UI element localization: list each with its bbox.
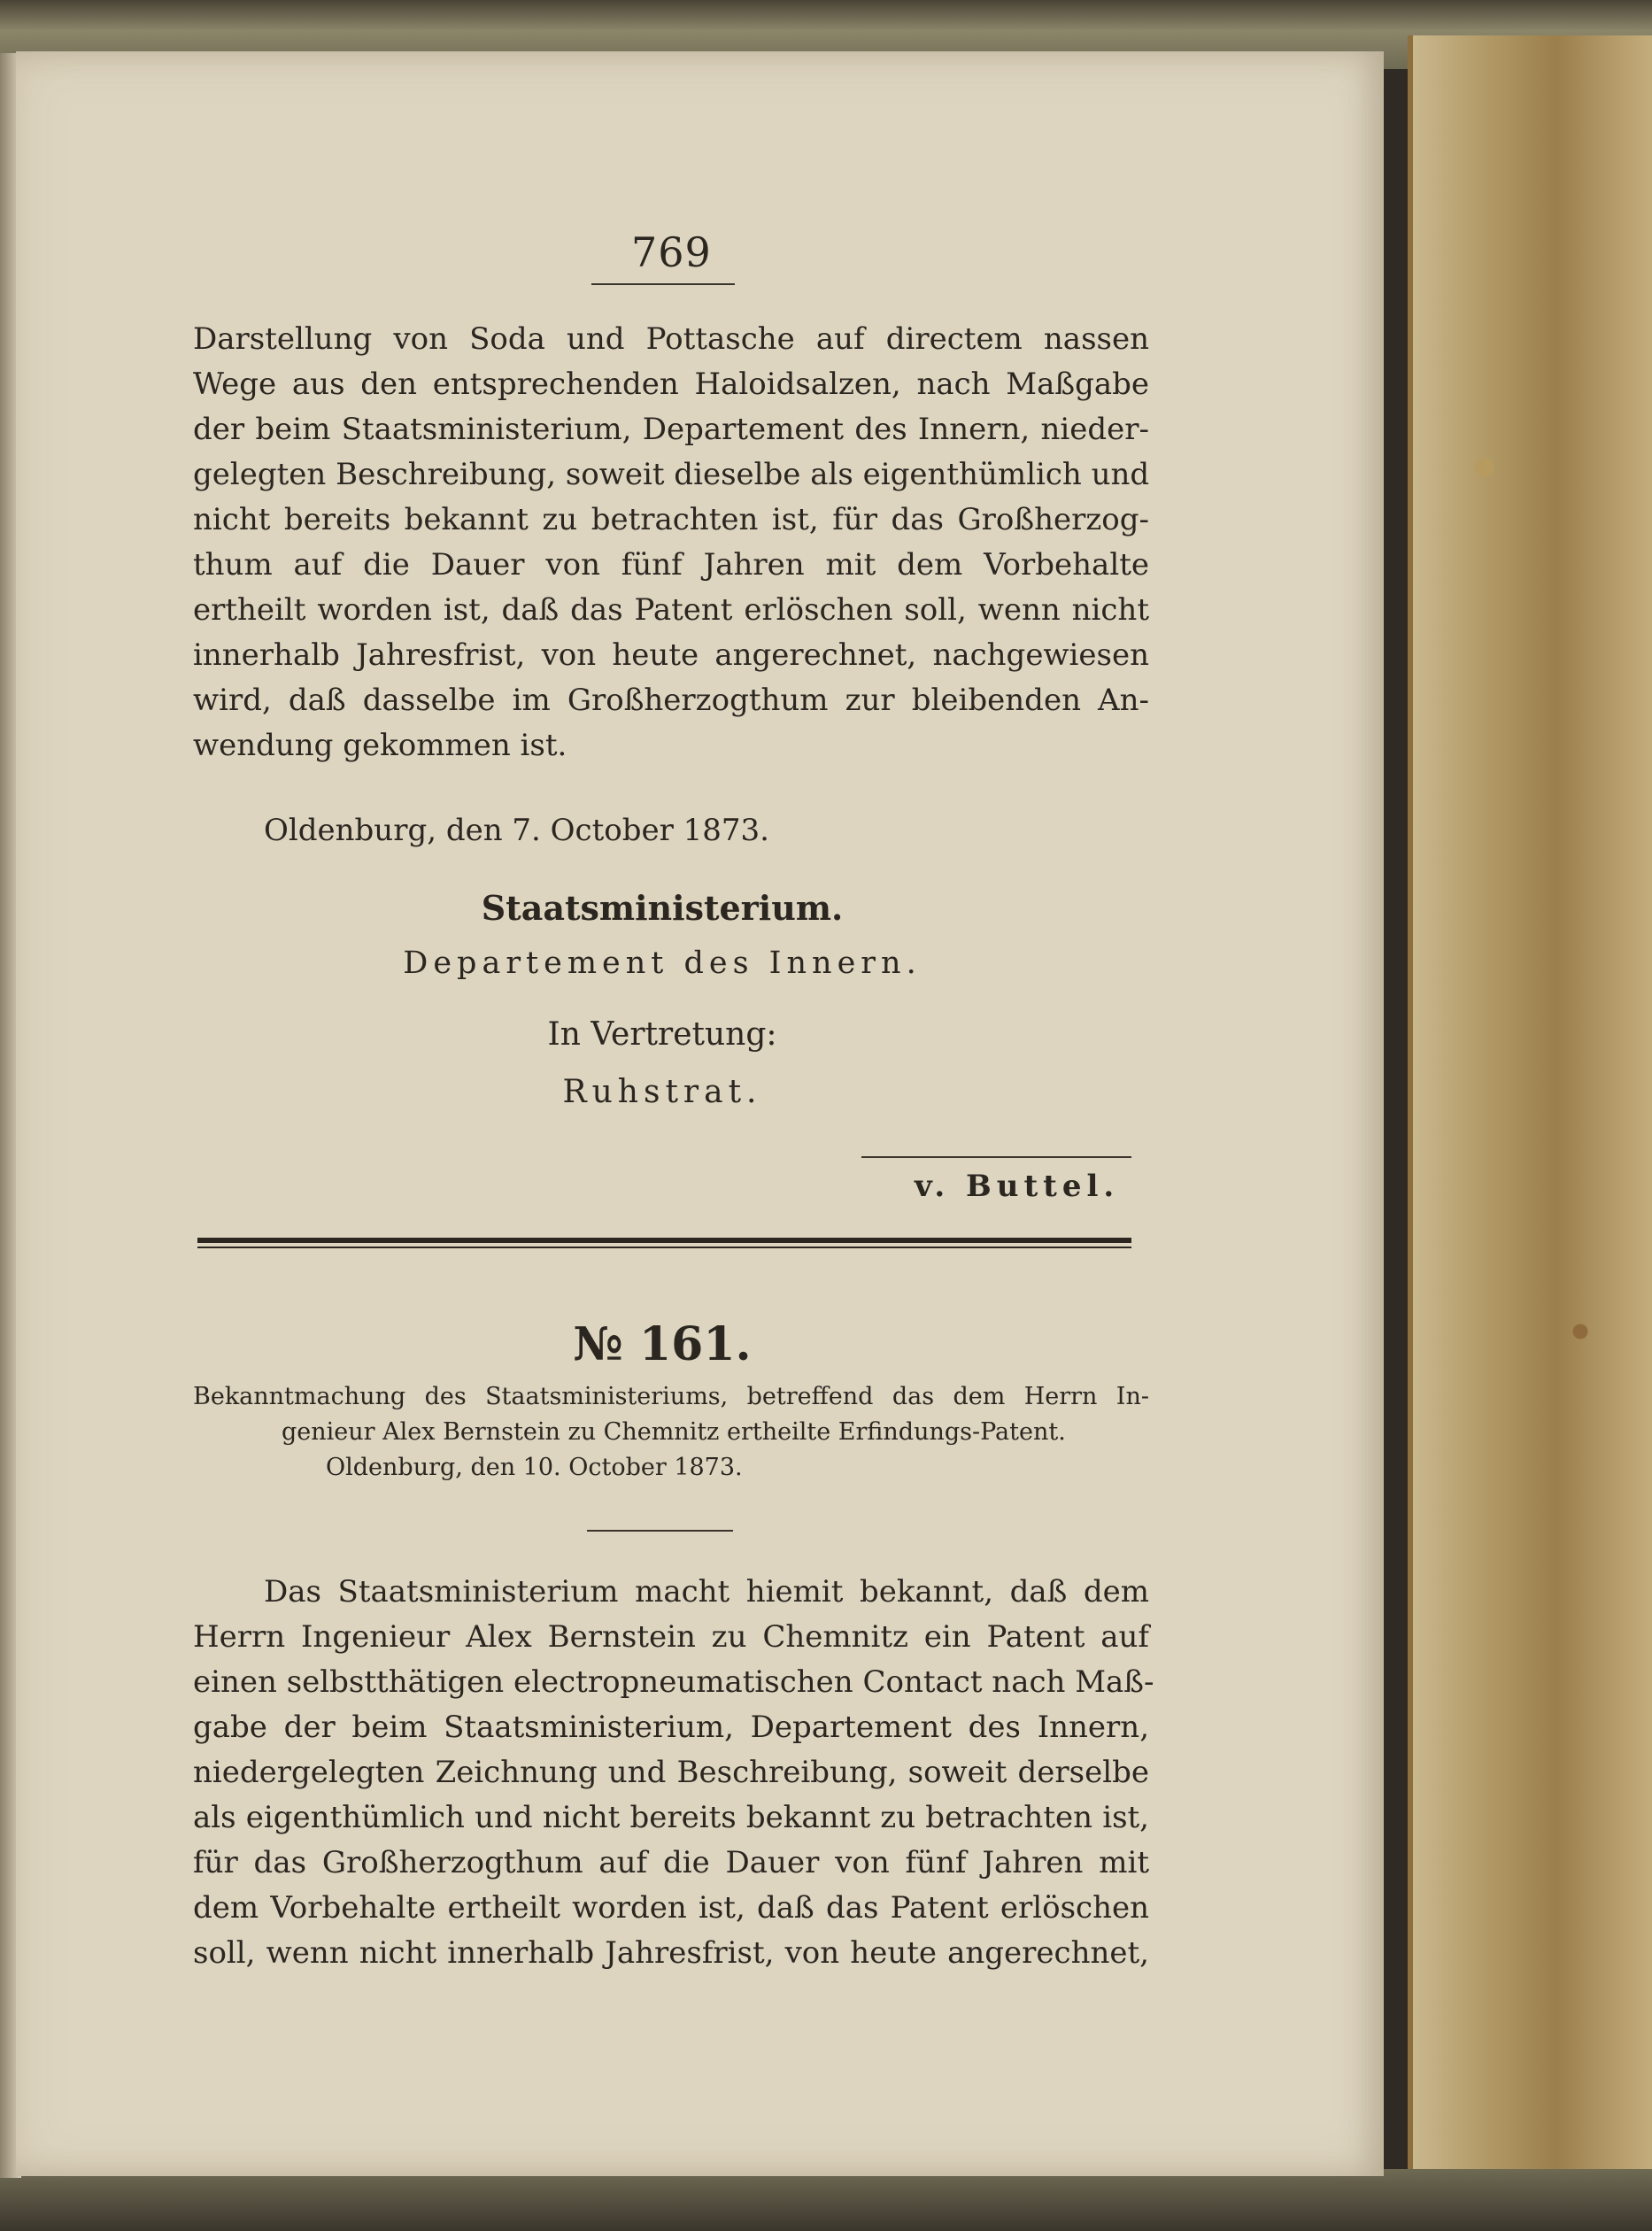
section-divider-thin	[197, 1247, 1131, 1248]
signature-rule	[861, 1156, 1131, 1158]
text-line: Herrn Ingenieur Alex Bernstein zu Chemnitz ein Patent auf	[193, 1619, 1149, 1655]
continuation-paragraph	[193, 317, 1149, 768]
text-line: Das Staatsministerium macht hiemit bekannt, daß dem	[264, 1574, 1149, 1610]
text-line: der beim Staatsministerium, Departement des Innern, nieder-	[193, 412, 1149, 447]
countersigner-name: v. Buttel.	[915, 1169, 1120, 1204]
section-divider	[197, 1238, 1131, 1243]
book-page	[16, 51, 1384, 2176]
book-cover-right-edge	[1408, 35, 1652, 2196]
text-line: Darstellung von Soda und Pottasche auf directem nassen	[193, 321, 1149, 357]
date-text: Oldenburg, den 7. October 1873.	[264, 813, 769, 848]
text-line: wird, daß dasselbe im Großherzogthum zur bleibenden An-	[193, 683, 1149, 718]
text-line: gabe der beim Staatsministerium, Departement des Innern,	[193, 1710, 1149, 1745]
page-number: 769	[631, 228, 712, 276]
book-cover-bottom-edge	[0, 2169, 1652, 2231]
text-line: soll, wenn nicht innerhalb Jahresfrist, von heute angerechnet,	[193, 1935, 1149, 1971]
heading-line: Oldenburg, den 10. October 1873.	[326, 1454, 743, 1481]
text-line: Wege aus den entsprechenden Haloidsalzen, nach Maßgabe	[193, 367, 1149, 402]
text-line: wendung gekommen ist.	[193, 728, 567, 763]
notice-number: № 161.	[573, 1317, 752, 1371]
deputy-label: In Vertretung:	[547, 1016, 777, 1053]
text-line: dem Vorbehalte ertheilt worden ist, daß das Patent erlöschen	[193, 1890, 1149, 1926]
department-title: Departement des Innern.	[403, 946, 922, 981]
notice-heading	[193, 1379, 1149, 1486]
page-number-rule	[591, 283, 735, 285]
text-line: ertheilt worden ist, daß das Patent erlöschen soll, wenn nicht	[193, 592, 1149, 628]
text-line: innerhalb Jahresfrist, von heute angerechnet, nachgewiesen	[193, 637, 1149, 673]
signer-name: Ruhstrat.	[562, 1074, 762, 1110]
text-line: einen selbstthätigen electropneumatischen Contact nach Maß-	[193, 1664, 1154, 1700]
heading-line: genieur Alex Bernstein zu Chemnitz ertheilte Erfindungs-Patent.	[282, 1418, 1066, 1446]
text-line: für das Großherzogthum auf die Dauer von fünf Jahren mit	[193, 1845, 1149, 1880]
heading-rule	[587, 1530, 733, 1532]
date-line	[264, 808, 1149, 853]
heading-line: Bekanntmachung des Staatsministeriums, betreffend das dem Herrn In-	[193, 1383, 1149, 1410]
text-line: niedergelegten Zeichnung und Beschreibung, soweit derselbe	[193, 1755, 1149, 1790]
notice-body-paragraph	[193, 1570, 1154, 1976]
text-line: gelegten Beschreibung, soweit dieselbe als eigenthümlich und	[193, 457, 1150, 492]
text-line: nicht bereits bekannt zu betrachten ist, für das Großherzog-	[193, 502, 1149, 537]
text-line: als eigenthümlich und nicht bereits bekannt zu betrachten ist,	[193, 1800, 1149, 1835]
authority-title: Staatsministerium.	[481, 888, 844, 928]
text-line: thum auf die Dauer von fünf Jahren mit dem Vorbehalte	[193, 547, 1149, 583]
